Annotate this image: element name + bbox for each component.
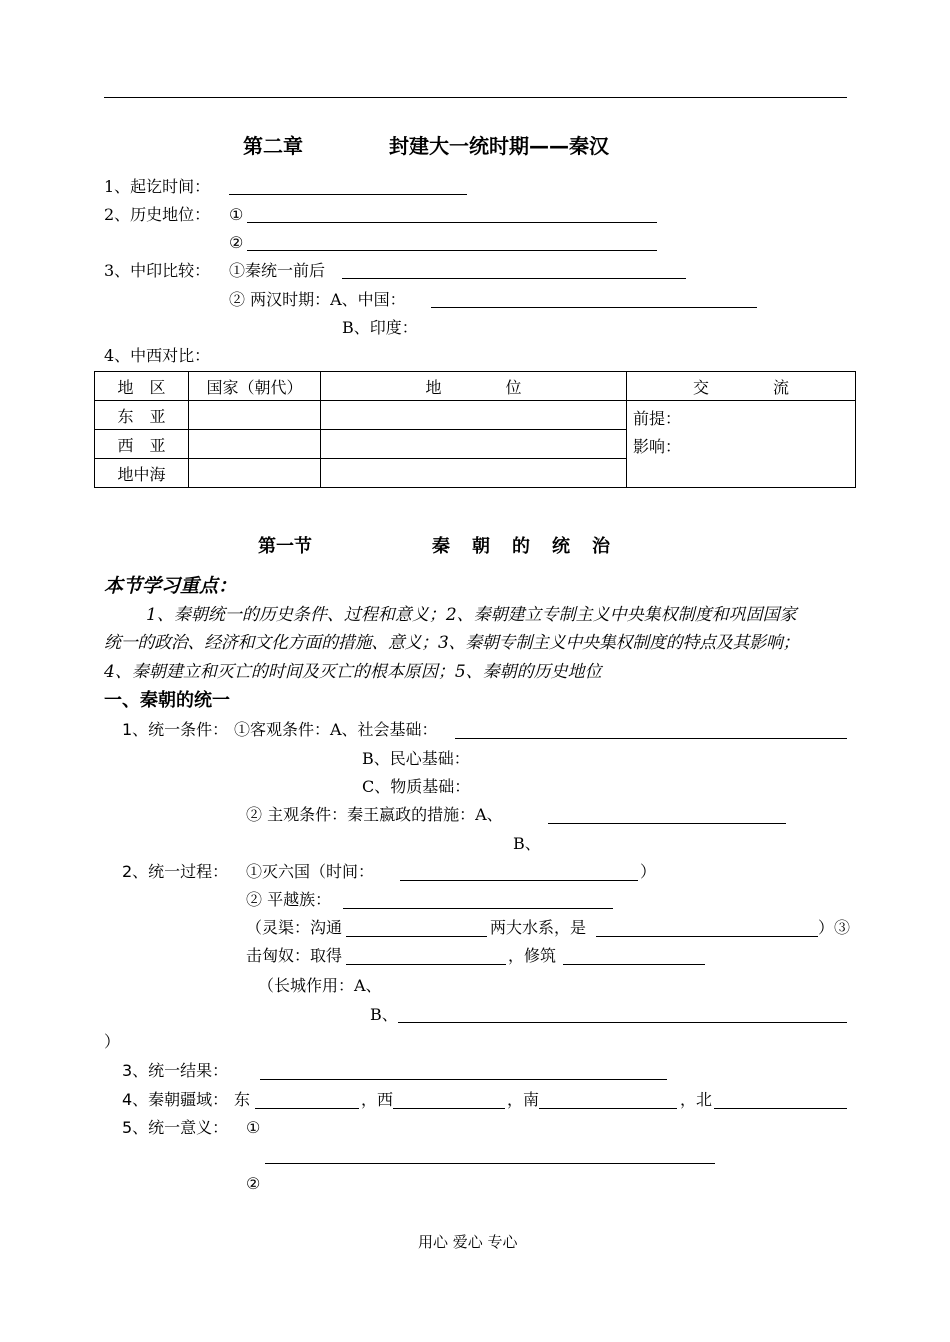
result-blank [260, 1079, 667, 1080]
wall-blank-b [398, 1022, 847, 1023]
table-header-row [95, 372, 856, 401]
wall-a: （长城作用：A、 [258, 976, 382, 995]
country-cell [189, 459, 321, 488]
territory-east: 东 [234, 1090, 251, 1109]
cond-sb: B、 [513, 834, 541, 853]
process-p1: ①灭六国（时间： [246, 862, 375, 881]
meaning-label: 5、统一意义： [122, 1118, 229, 1137]
territory-label: 4、秦朝疆域： [122, 1090, 229, 1109]
header-rule [104, 97, 847, 98]
part1-heading: 一、秦朝的统一 [104, 690, 230, 711]
region-cell: 地中海 [95, 459, 189, 488]
status-cell [321, 459, 627, 488]
canal-blank-1 [346, 936, 487, 937]
cond-label: 1、统一条件： [122, 720, 229, 739]
footer-text: 用心 爱心 专心 [418, 1233, 518, 1251]
cond-b: B、民心基础： [362, 749, 470, 768]
territory-west: ，西 [361, 1090, 394, 1109]
meaning-marker-2: ② [246, 1174, 261, 1193]
xiongnu-blank-1 [346, 964, 506, 965]
country-cell [189, 401, 321, 430]
process-close: ） [104, 1032, 121, 1051]
chapter-number: 第二章 [243, 134, 303, 158]
process-p2: ② 平越族： [246, 890, 332, 909]
q1-blank [229, 194, 467, 195]
exchange-impact: 影响： [633, 437, 682, 456]
territory-blank-south [539, 1108, 677, 1109]
country-cell [189, 430, 321, 459]
table-header-cell: 地 位 [321, 372, 627, 401]
territory-south: ，南 [507, 1090, 540, 1109]
region-cell: 东 亚 [95, 401, 189, 430]
result-label: 3、统一结果： [122, 1061, 229, 1080]
table-header-cell: 国家（朝代） [189, 372, 321, 401]
cond-blank-a [455, 738, 847, 739]
status-cell [321, 401, 627, 430]
q1-label: 1、起讫时间： [104, 177, 211, 196]
process-label: 2、统一过程： [122, 862, 229, 881]
cond-objective: ①客观条件：A、社会基础： [234, 720, 438, 739]
section-number: 第一节 [258, 536, 312, 557]
meaning-blank-1 [265, 1163, 715, 1164]
cond-c: C、物质基础： [362, 777, 471, 796]
focus-line-2: 统一的政治、经济和文化方面的措施、意义；3、秦朝专制主义中央集权制度的特点及其影响； [104, 633, 800, 653]
canal-b: 两大水系，是 [490, 918, 587, 937]
table-header-cell: 交 流 [627, 372, 856, 401]
focus-line-1: 1、秦朝统一的历史条件、过程和意义；2、秦朝建立专制主义中央集权制度和巩固国家 [146, 605, 797, 625]
process-blank-yue [343, 908, 613, 909]
xiongnu-a: 击匈奴：取得 [246, 946, 343, 965]
canal-a: （灵渠：沟通 [246, 918, 343, 937]
territory-blank-east [255, 1108, 359, 1109]
q3-item-3: B、印度： [342, 318, 418, 337]
process-p1-end: ） [640, 862, 657, 881]
q3-blank-1 [342, 278, 686, 279]
status-cell [321, 430, 627, 459]
q3-item-2: ② 两汉时期：A、中国： [229, 290, 406, 309]
q3-label: 3、中印比较： [104, 261, 211, 280]
canal-c: ）③ [818, 918, 851, 937]
focus-title: 本节学习重点： [104, 575, 238, 597]
meaning-marker-1: ① [246, 1118, 261, 1137]
q2-marker-2: ② [229, 233, 244, 252]
q4-label: 4、中西对比： [104, 346, 211, 365]
q3-item-1: ①秦统一前后 [229, 261, 326, 280]
xiongnu-blank-2 [563, 964, 705, 965]
cond-blank-sa [548, 823, 786, 824]
region-cell: 西 亚 [95, 430, 189, 459]
section-title: 秦 朝 的 统 治 [432, 536, 612, 557]
q2-blank-1 [247, 222, 657, 223]
q2-label: 2、历史地位： [104, 205, 211, 224]
table-row [95, 401, 856, 430]
q3-blank-2 [431, 307, 757, 308]
xiongnu-b: ，修筑 [508, 946, 557, 965]
comparison-table [94, 371, 856, 488]
territory-north: ，北 [680, 1090, 713, 1109]
q2-blank-2 [247, 250, 657, 251]
territory-blank-west [393, 1108, 505, 1109]
canal-blank-2 [596, 936, 818, 937]
focus-line-3: 4、秦朝建立和灭亡的时间及灭亡的根本原因；5、秦朝的历史地位 [104, 662, 602, 682]
chapter-title: 封建大一统时期——秦汉 [389, 134, 609, 158]
wall-b: B、 [370, 1005, 398, 1024]
exchange-cell [627, 401, 856, 488]
process-blank-time [400, 880, 638, 881]
territory-blank-north [714, 1108, 847, 1109]
exchange-premise: 前提： [633, 409, 682, 428]
cond-subjective: ② 主观条件：秦王嬴政的措施：A、 [246, 805, 503, 824]
q2-marker-1: ① [229, 205, 244, 224]
table-header-cell: 地 区 [95, 372, 189, 401]
